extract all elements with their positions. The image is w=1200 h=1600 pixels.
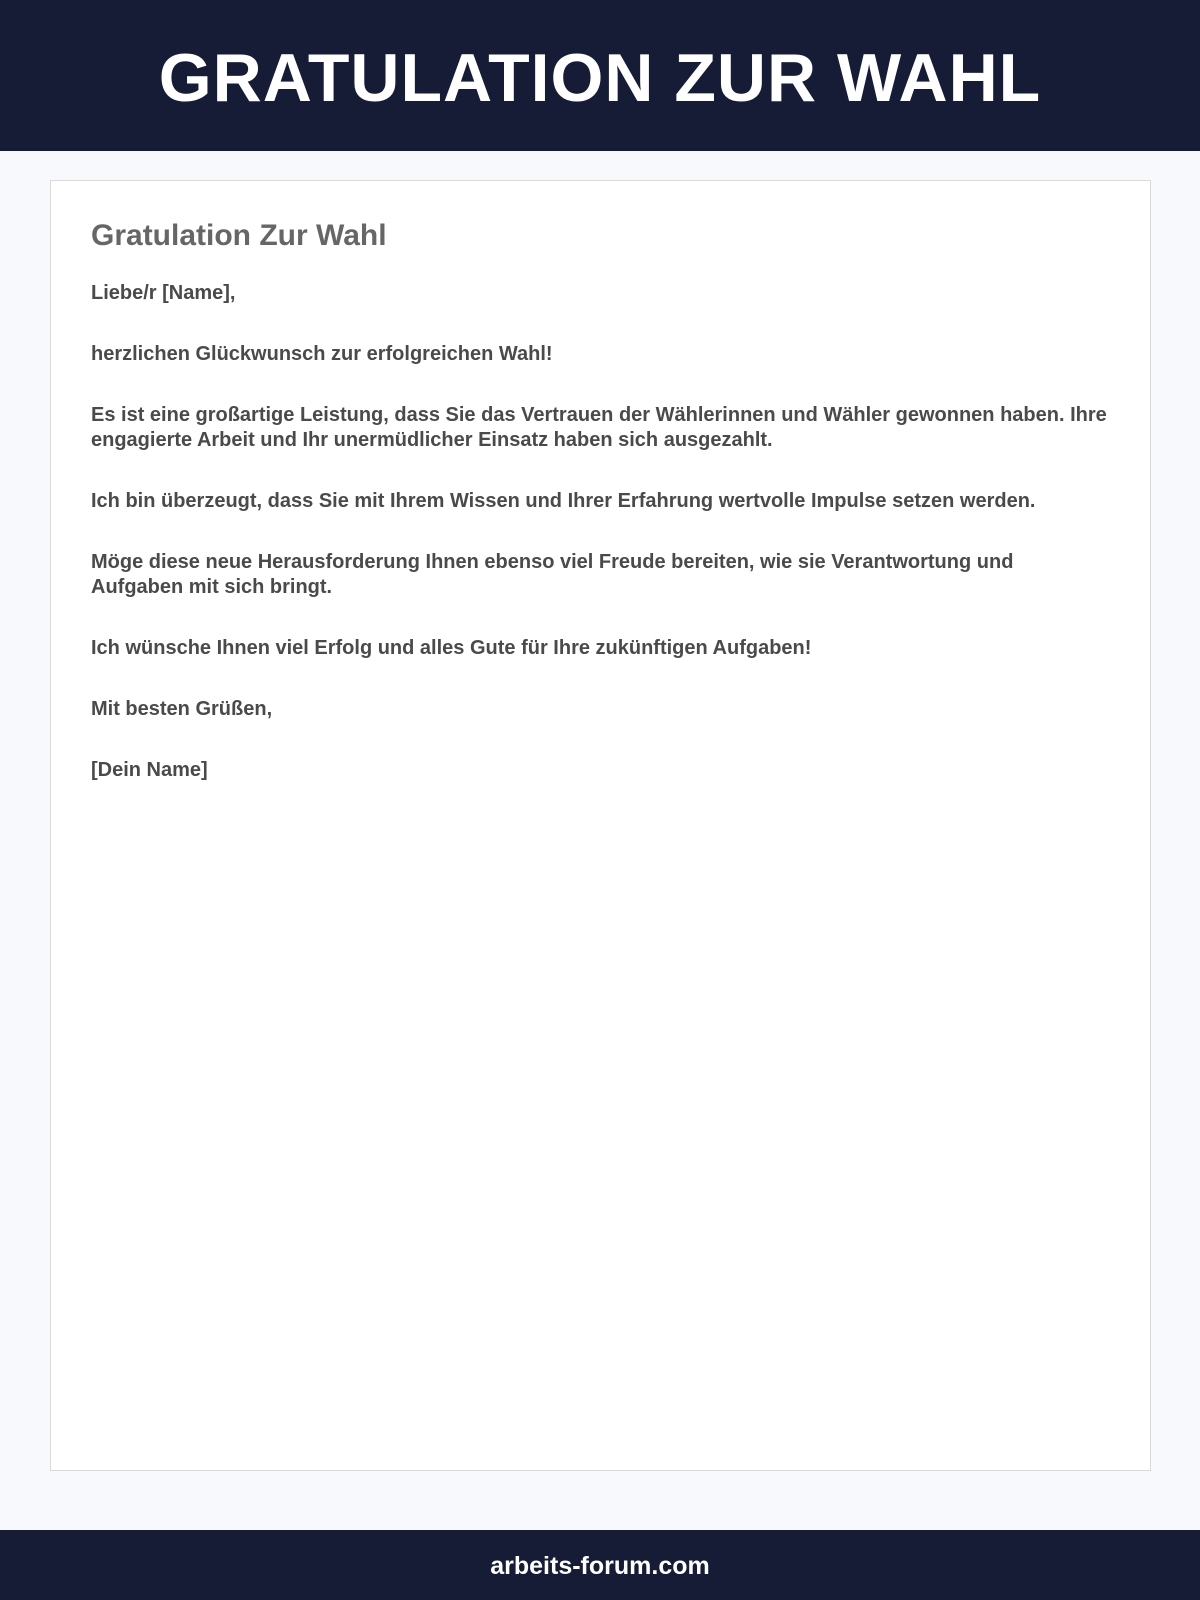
letter-paragraph: Es ist eine großartige Leistung, dass Sie das Vertrauen der Wählerinnen und Wähler gewonnen haben. Ihre engagierte Arbeit und Ihr unermüdlicher Einsatz haben sich ausgezahlt. [91,404,1107,451]
letter-signature: [Dein Name] [91,759,208,781]
letter-title: Gratulation Zur Wahl [91,219,387,252]
footer-banner [0,1530,1200,1600]
letter-paragraph: herzlichen Glückwunsch zur erfolgreichen Wahl! [91,343,553,365]
letter-closing: Mit besten Grüßen, [91,698,273,720]
letter-paragraph: Ich wünsche Ihnen viel Erfolg und alles Gute für Ihre zukünftigen Aufgaben! [91,637,812,659]
letter-card [50,180,1151,1471]
letter-salutation: Liebe/r [Name], [91,282,236,304]
footer-site-link[interactable]: arbeits-forum.com [490,1551,710,1580]
header-title: GRATULATION ZUR WAHL [158,39,1042,116]
header-banner [0,0,1200,151]
letter-paragraph: Möge diese neue Herausforderung Ihnen ebenso viel Freude bereiten, wie sie Verantwortung und Aufgaben mit sich bringt. [91,551,1014,598]
letter-paragraph: Ich bin überzeugt, dass Sie mit Ihrem Wissen und Ihrer Erfahrung wertvolle Impulse setzen werden. [91,490,1036,512]
letter-body [91,281,1110,783]
